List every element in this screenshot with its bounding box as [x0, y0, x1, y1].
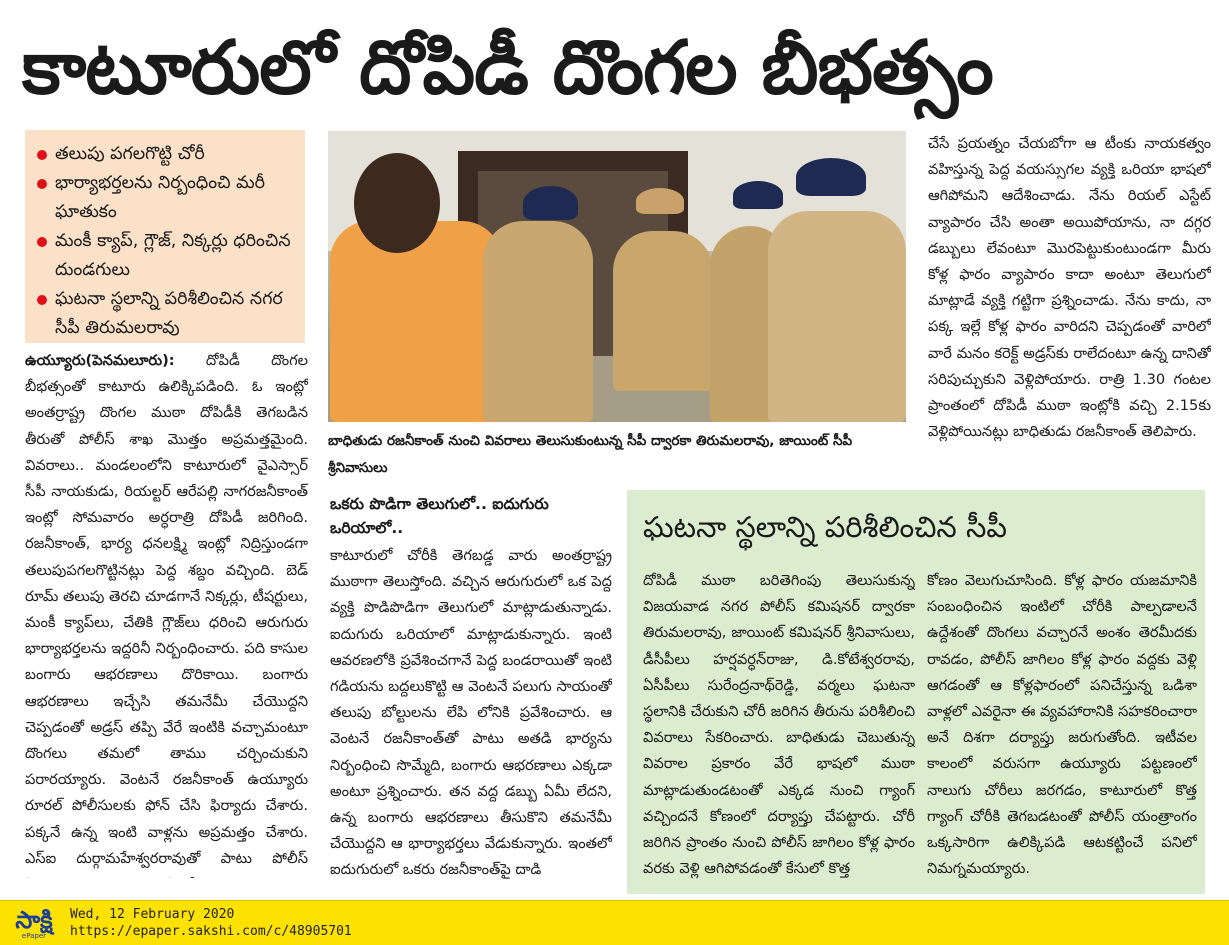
box-column-2: కోణం వెలుగుచూసింది. కోళ్ల ఫారం యజమానికి సంబంధించిన ఇంటిలో చోరీకి పాల్పడాలనే ఉద్దేశంతో దొంగలు వచ్చారనే అంశం తెరమీదకు రావడం, పోలీస్‌ జాగిలం కోళ్ల ఫారం వద్దకు వెళ్లి ఆగడంతో ఆ కోళ్లఫారంలో పనిచేస్తున్న ఒడిశా వాళ్లలో ఎవరైనా ఈ వ్యవహారానికి సహకరించారా అనే దిశగా దర్యాప్తు జరుగుతోంది. ఇటీవల కాలంలో వరుసగా ఉయ్యూరు పట్టణంలో నాలుగు చోరీలు జరగడం, కాటూరులో కొత్త గ్యాంగ్‌ చోరీకి తెగబడటంతో పోలీస్‌ యంత్రాంగం ఒక్కసారిగా ఉలిక్కిపడి ఆటకట్టించే పనిలో నిమగ్నమయ్యారు. — [927, 572, 1197, 878]
photo-officer — [483, 221, 593, 422]
photo-officer — [613, 231, 713, 391]
highlight-text: మంకీ క్యాప్‌, గ్లౌజ్‌, నిక్కర్లు ధరించిన దుండగులు — [55, 231, 291, 280]
photo-officer — [768, 211, 906, 422]
headline: కాటూరులో దోపిడీ దొంగల బీభత్సం — [22, 25, 993, 111]
box-column-1: దోపిడీ ముఠా బరితెగింపు తెలుసుకున్న విజయవాడ నగర పోలీస్‌ కమిషనర్‌ ద్వారకా తిరుమలరావు, జాయింట్‌ కమిషనర్‌ శ్రీనివాసులు, డీసీపీలు హర్షవర్ధన్‌రాజు, డి.కోటేశ్వరరావు, ఏసీపీలు సురేంద్రనాథ్‌రెడ్డి, వర్మలు ఘటనా స్థలానికి చేరుకుని చోరీ జరిగిన తీరును పరిశీలించి వివరాలు సేకరించారు. బాధితుడు చెబుతున్న వివరాల ప్రకారం వేరే భాషలో ముఠా మాట్లాడుతుండటంతో ఎక్కడ నుంచి గ్యాంగ్‌ వచ్చిందనే కోణంలో దర్యాప్తు చేపట్టారు. చోరీ జరిగిన ప్రాంతం నుంచి పోలీస్‌ జాగిలం కోళ్ల ఫారం వరకు వెళ్లి ఆగిపోవడంతో కేసులో కొత్త — [643, 572, 915, 878]
highlight-item — [35, 140, 297, 169]
subheading: ఒకరు పొడిగా తెలుగులో.. ఐదుగురు ఒరియాలో.. — [330, 495, 549, 537]
article-column-1 — [25, 348, 308, 878]
highlight-item — [35, 227, 297, 285]
bullet-icon — [37, 150, 47, 160]
highlight-item — [35, 169, 297, 227]
bullet-icon — [37, 179, 47, 189]
photo-head — [354, 153, 440, 253]
bullet-icon — [37, 237, 47, 247]
footer-bar — [0, 900, 1229, 945]
bullet-icon — [37, 295, 47, 305]
photo-cap — [523, 186, 578, 220]
photo-person-victim — [330, 221, 502, 422]
logo-subtext: ePaper — [21, 932, 47, 940]
article-body: దోపిడీ దొంగల బీభత్సంతో కాటూరు ఉలిక్కిపడింది. ఓ ఇంట్లో అంతర్రాష్ట్ర దొంగల ముఠా దోపిడీకి తెగబడిన తీరుతో పోలీస్‌ శాఖ మొత్తం అప్రమత్తమైంది. వివరాలు.. మండలంలోని కాటూరులో వైఎస్సార్‌ సీపీ నాయకుడు, రియల్టర్‌ ఆరేపల్లి నాగరజనీకాంత్‌ ఇంట్లో సోమవారం అర్ధరాత్రి దోపిడీ జరిగింది. రజనీకాంత్‌, భార్య ధనలక్ష్మి ఇంట్లో నిద్రిస్తుండగా తలుపుపగలగొట్టినట్లు పెద్ద శబ్దం వచ్చింది. బెడ్‌ రూమ్‌ తలుపు తెరచి చూడగానే నిక్కర్లు, టీషర్టులు, మంకీ క్యాప్‌లు, చేతికి గ్లౌజ్‌లు ధరించి ఆరుగురు భార్యాభర్తలను ఇద్దరినీ నిర్బంధించారు. పది కాసుల బంగారు ఆభరణాలు దొరికాయి. బంగారు ఆభరణాలు ఇచ్చేసి తమనేమీ చేయొద్దని చెప్పడంతో అడ్రస్‌ తప్పి వేరే ఇంటికి వచ్చామంటూ దొంగలు తమలో తాము చర్చించుకుని పరారయ్యారు. వెంటనే రజనీకాంత్‌ ఉయ్యూరు రూరల్‌ పోలీసులకు ఫోన్‌ చేసి ఫిర్యాదు చేశారు. పక్కనే ఉన్న ఇంటి వాళ్లను అప్రమత్తం చేశారు. ఎస్‌ఐ దుర్గామహేశ్వరరావుతో పాటు పోలీస్‌ — [25, 352, 308, 867]
highlight-item — [35, 285, 297, 343]
photo-cap — [733, 181, 783, 209]
photo-cap — [796, 158, 866, 196]
photo-cap — [636, 188, 684, 214]
article-column-2: కాటూరులో చోరీకి తెగబడ్డ వారు అంతర్రాష్ట్ర ముఠాగా తెలుస్తోంది. వచ్చిన ఆరుగురులో ఒక పెద్ద వ్యక్తి పొడిపొడిగా తెలుగులో మాట్లాడుతున్నాడు. ఐదుగురు ఒరియాలో మాట్లాడుకున్నారు. ఇంటి ఆవరణలోకి ప్రవేశించగానే పెద్ద బండరాయితో ఇంటి గడియను బద్దలుకొట్టి ఆ వెంటనే పలుగు సాయంతో తలుపు బోల్టులను లేపి లోనికి ప్రవేశించారు. ఆ వెంటనే రజనీకాంత్‌తో పాటు అతడి భార్యను నిర్బంధించి సొమ్మేది, బంగారు ఆభరణాలు ఎక్కడా అంటూ ప్రశ్నించారు. తన వద్ద డబ్బు ఏమీ లేదని, ఉన్న బంగారు ఆభరణాలు తీసుకొని తమనేమీ చేయొద్దని ఆ భార్యాభర్తలు వేడుకున్నారు. ఇంతలో ఐదుగురులో ఒకరు రజనీకాంత్‌పై దాడి — [330, 547, 612, 879]
highlight-text: భార్యాభర్తలను నిర్బంధించి మరీ ఘాతుకం — [55, 173, 266, 222]
photo-caption: బాధితుడు రజనీకాంత్‌ నుంచి వివరాలు తెలుసుకుంటున్న సీపీ ద్వారకా తిరుమలరావు, జాయింట్‌ సీపీ శ్రీనివాసులు — [328, 433, 853, 476]
dateline: ఉయ్యూరు(పెనమలూరు): — [25, 352, 175, 369]
sakshi-logo: సాక్షి — [15, 906, 53, 934]
news-photo — [328, 131, 906, 422]
highlight-text: ఘటనా స్థలాన్ని పరిశీలించిన నగర సీపీ తిరుమలరావు — [55, 289, 283, 338]
box-title: ఘటనా స్థలాన్ని పరిశీలించిన సీపీ — [643, 510, 1007, 544]
highlights-box — [25, 130, 305, 343]
footer-date: Wed, 12 February 2020 — [70, 907, 235, 922]
highlight-text: తలుపు పగలగొట్టి చోరీ — [55, 144, 205, 164]
article-column-3: చేసే ప్రయత్నం చేయబోగా ఆ టీంకు నాయకత్వం వహిస్తున్న పెద్ద వయస్సుగల వ్యక్తి ఒరియా భాషలో ఆగిపోమని ఆదేశించాడు. నేను రియల్‌ ఎస్టేట్‌ వ్యాపారం చేసి అంతా అయిపోయాను, నా దగ్గర డబ్బులు లేవంటూ మొరపెట్టుకుంటుండగా మీరు కోళ్ల ఫారం వ్యాపారం కాదా అంటూ తెలుగులో మాట్లాడే వ్యక్తి గట్టిగా ప్రశ్నించాడు. నేను కాదు, నా పక్క ఇల్లే కోళ్ల ఫారం వారిదని చెప్పడంతో వారిలో వారే మనం కరెక్ట్‌ అడ్రస్‌కు రాలేదంటూ ఉన్న దానితో సరిపుచ్చుకుని వెళ్లిపోయారు. రాత్రి 1.30 గంటల ప్రాంతంలో దోపిడీ ముఠా ఇంట్లోకి వచ్చి 2.15కు వెళ్లిపోయినట్లు బాధితుడు రజనీకాంత్‌ తెలిపారు. — [928, 135, 1211, 441]
footer-url[interactable]: https://epaper.sakshi.com/c/48905701 — [70, 924, 352, 939]
sidebar-box — [627, 490, 1205, 894]
